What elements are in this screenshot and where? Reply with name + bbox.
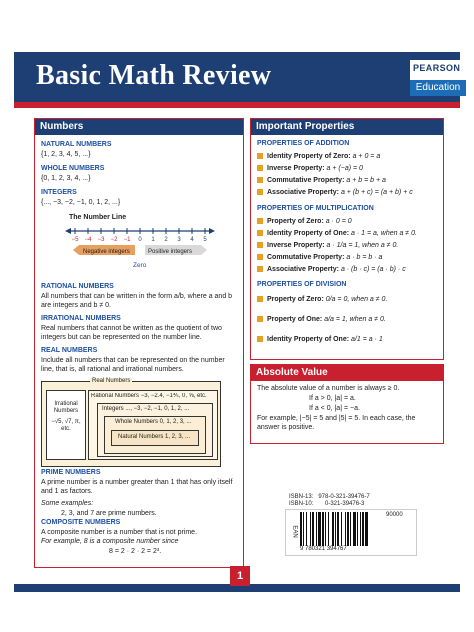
barcode-bar <box>350 512 351 546</box>
number-line-right-arrow <box>209 228 215 234</box>
composite-equation: 8 = 2 · 2 · 2 = 2³. <box>109 548 162 555</box>
logo-division: Education <box>410 80 466 96</box>
irrational-title: IRRATIONAL NUMBERS <box>41 315 121 322</box>
whole-set: {0, 1, 2, 3, 4, ...} <box>41 175 91 182</box>
number-line-tick-label: −1 <box>123 237 131 243</box>
isbn-10: ISBN-10: 0-321-39476-3 <box>289 501 365 507</box>
ean-label: EAN <box>291 525 298 538</box>
barcode-bar <box>347 512 349 546</box>
property-row <box>257 152 380 161</box>
multiplication-title: PROPERTIES OF MULTIPLICATION <box>257 205 374 212</box>
numbers-panel <box>34 118 244 568</box>
property-name: Property of One: <box>267 316 323 323</box>
whole-numbers-label: Whole Numbers 0, 1, 2, 3, ... <box>115 419 192 425</box>
barcode-bar <box>360 512 361 546</box>
absolute-value-heading: Absolute Value <box>251 365 443 381</box>
bullet-square-icon <box>257 242 263 248</box>
property-row <box>257 265 406 274</box>
bullet-square-icon <box>257 316 263 322</box>
property-row <box>257 315 386 324</box>
barcode-bar <box>332 512 334 546</box>
barcode-bar <box>341 512 342 546</box>
integers-box <box>97 403 213 457</box>
barcode-bar <box>362 512 364 546</box>
number-line-tick-label: 4 <box>190 237 194 243</box>
number-line-tick-label: 3 <box>177 237 181 243</box>
barcode-bar <box>322 512 324 546</box>
number-line-tick-label: 0 <box>138 237 142 243</box>
property-row <box>257 229 417 238</box>
property-rule: a · 1 = a, when a ≠ 0. <box>351 230 417 237</box>
whole-numbers-box <box>104 416 206 454</box>
property-name: Commutative Property: <box>267 254 345 261</box>
bullet-square-icon <box>257 254 263 260</box>
page-title: Basic Math Review <box>36 60 272 91</box>
division-title: PROPERTIES OF DIVISION <box>257 281 347 288</box>
barcode-bar <box>335 512 336 546</box>
absolute-rule-1: If a > 0, |a| = a. <box>309 395 356 402</box>
logo-publisher: PEARSON <box>413 63 461 73</box>
rational-numbers-label: Rational Numbers −3, −2.4, −1⅗, 0, ⅝, etc. <box>91 393 207 399</box>
number-line-tick-label: 1 <box>151 237 155 243</box>
absolute-value-panel <box>250 364 444 444</box>
number-line-tick-label: 5 <box>203 237 207 243</box>
page-number: 1 <box>230 566 250 586</box>
real-text: Include all numbers that can be represented on the number line, that is, all rational and irrational numbers. <box>41 357 225 373</box>
number-line-ticks <box>72 228 208 243</box>
whole-title: WHOLE NUMBERS <box>41 165 105 172</box>
bullet-square-icon <box>257 296 263 302</box>
property-rule: a + 0 = a <box>352 153 381 160</box>
prime-title: PRIME NUMBERS <box>41 469 101 476</box>
prime-examples-label: Some examples: <box>41 500 94 507</box>
composite-example: For example, 8 is a composite number since <box>41 538 179 545</box>
number-line-tick-label: −4 <box>84 237 92 243</box>
barcode-area <box>285 509 417 556</box>
prime-examples: 2, 3, and 7 are prime numbers. <box>61 510 157 517</box>
bullet-square-icon <box>257 165 263 171</box>
property-row <box>257 164 363 173</box>
isbn-13: ISBN-13: 978-0-321-39476-7 <box>289 494 370 500</box>
barcode-bar <box>325 512 326 546</box>
number-line-title: The Number Line <box>69 214 127 221</box>
property-rule: a · b = b · a <box>346 254 383 261</box>
barcode-bar <box>337 512 339 546</box>
number-line-tick-label: −5 <box>71 237 79 243</box>
property-row <box>257 241 398 250</box>
bullet-square-icon <box>257 336 263 342</box>
barcode-bar <box>318 512 321 546</box>
absolute-intro: The absolute value of a number is always ≥ 0. <box>257 385 400 392</box>
barcode-bars <box>300 512 400 546</box>
bullet-square-icon <box>257 266 263 272</box>
positive-integers-label: Positive integers <box>148 249 193 255</box>
properties-heading: Important Properties <box>251 119 443 135</box>
number-line-tick-label: −2 <box>110 237 118 243</box>
barcode-bar <box>365 512 368 546</box>
property-name: Associative Property: <box>267 266 339 273</box>
barcode-bar <box>310 512 311 546</box>
number-line <box>65 223 215 273</box>
property-rule: 0/a = 0, when a ≠ 0. <box>325 296 388 303</box>
barcode-bar <box>303 512 304 546</box>
prime-text: A prime number is a number greater than 1 that has only itself and 1 as factors. <box>41 479 233 495</box>
property-rule: a + (−a) = 0 <box>326 165 363 172</box>
property-name: Associative Property: <box>267 189 339 196</box>
price-code: 90000 <box>386 512 403 518</box>
real-numbers-label: Real Numbers <box>92 378 131 384</box>
number-line-tick-label: 2 <box>164 237 168 243</box>
property-rule: a · 0 = 0 <box>325 218 352 225</box>
bullet-square-icon <box>257 177 263 183</box>
property-row <box>257 295 387 304</box>
bullet-square-icon <box>257 189 263 195</box>
real-title: REAL NUMBERS <box>41 347 98 354</box>
natural-set: {1, 2, 3, 4, 5, ...} <box>41 151 91 158</box>
barcode-block <box>285 494 415 554</box>
natural-numbers-box <box>111 430 199 446</box>
negative-integers-label: Negative integers <box>83 249 130 255</box>
barcode-bar <box>345 512 346 546</box>
barcode-digits: 9 780321 394767 <box>300 546 347 552</box>
property-rule: a · (b · c) = (a · b) · c <box>340 266 406 273</box>
real-numbers-diagram <box>41 378 221 467</box>
rational-numbers-box <box>88 390 218 460</box>
property-name: Identity Property of One: <box>267 230 350 237</box>
header-banner <box>14 52 460 108</box>
property-name: Commutative Property: <box>267 177 345 184</box>
property-row <box>257 188 413 197</box>
integers-title: INTEGERS <box>41 189 77 196</box>
integers-label: Integers ..., −3, −2, −1, 0, 1, 2, ... <box>102 406 190 412</box>
absolute-example: For example, |−5| = 5 and |5| = 5. In each case, the answer is positive. <box>257 415 416 431</box>
property-name: Property of Zero: <box>267 218 324 225</box>
property-rule: a/1 = a · 1 <box>351 336 383 343</box>
property-name: Identity Property of One: <box>267 336 350 343</box>
barcode-bar <box>357 512 358 546</box>
barcode-bar <box>353 512 356 546</box>
property-row <box>257 176 386 185</box>
bullet-square-icon <box>257 218 263 224</box>
property-name: Identity Property of Zero: <box>267 153 351 160</box>
number-line-left-arrow <box>65 228 71 234</box>
composite-title: COMPOSITE NUMBERS <box>41 519 121 526</box>
property-name: Inverse Property: <box>267 242 325 249</box>
property-name: Inverse Property: <box>267 165 325 172</box>
numbers-heading: Numbers <box>35 119 243 135</box>
addition-title: PROPERTIES OF ADDITION <box>257 140 350 147</box>
natural-title: NATURAL NUMBERS <box>41 141 112 148</box>
property-row <box>257 335 383 344</box>
irrational-text: Real numbers that cannot be written as the quotient of two integers but can be represented on the number line. <box>41 325 222 341</box>
natural-numbers-label: Natural Numbers 1, 2, 3, ... <box>118 434 191 440</box>
bullet-square-icon <box>257 230 263 236</box>
integers-set: {..., −3, −2, −1, 0, 1, 2, ...} <box>41 199 121 206</box>
property-rule: a + (b + c) = (a + b) + c <box>340 189 413 196</box>
property-row <box>257 253 382 262</box>
barcode-bar <box>300 512 302 546</box>
property-row <box>257 217 352 226</box>
number-line-tick-label: −3 <box>97 237 105 243</box>
irrational-numbers-box <box>46 390 86 460</box>
property-rule: a/a = 1, when a ≠ 0. <box>324 316 386 323</box>
property-name: Property of Zero: <box>267 296 324 303</box>
irrational-examples: −√5, √7, π, etc. <box>51 419 81 432</box>
rational-text: All numbers that can be written in the form a/b, where a and b are integers and b ≠ 0. <box>41 293 233 309</box>
absolute-rule-2: If a < 0, |a| = −a. <box>309 405 360 412</box>
irrational-numbers-label: Irrational Numbers <box>53 401 79 414</box>
property-rule: a · 1/a = 1, when a ≠ 0. <box>326 242 399 249</box>
bullet-square-icon <box>257 153 263 159</box>
composite-text: A composite number is a number that is not prime. <box>41 529 198 536</box>
barcode-bar <box>312 512 314 546</box>
barcode-bar <box>316 512 317 546</box>
rational-title: RATIONAL NUMBERS <box>41 283 114 290</box>
property-rule: a + b = b + a <box>346 177 386 184</box>
properties-panel <box>250 118 444 360</box>
barcode-bar <box>306 512 307 546</box>
pearson-logo <box>410 60 466 96</box>
zero-label: Zero <box>133 262 147 269</box>
barcode-bar <box>328 512 329 546</box>
